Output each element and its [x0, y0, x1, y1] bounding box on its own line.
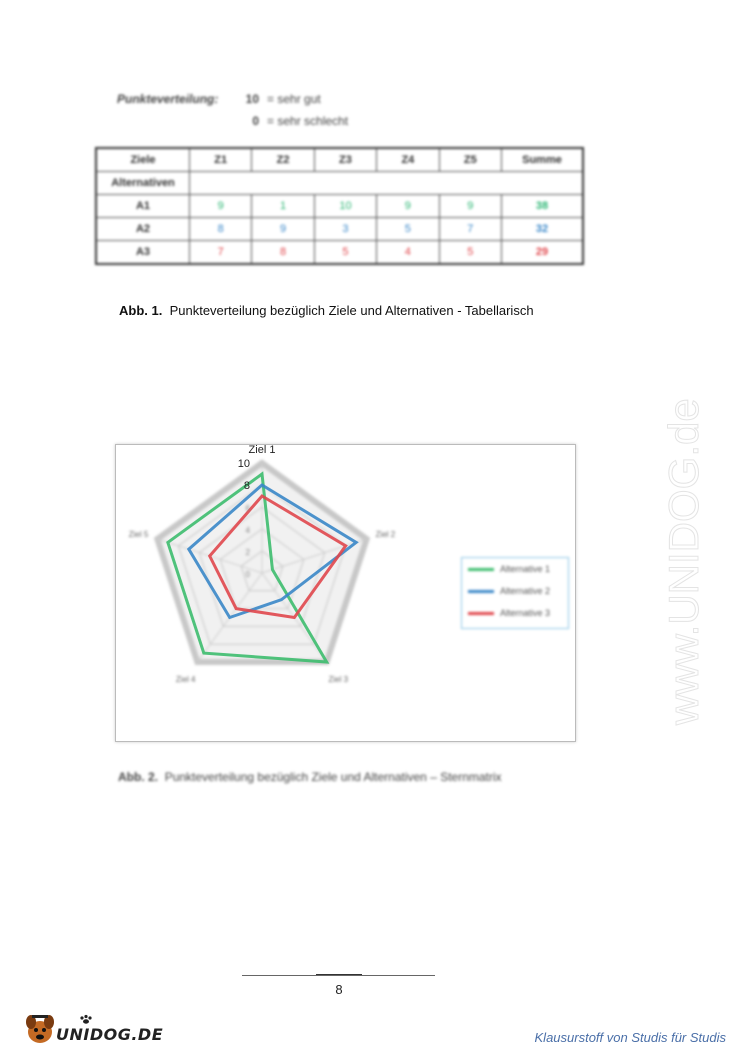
table-cell: 5 [314, 241, 376, 265]
radar-chart-frame [115, 444, 576, 742]
page-number: 8 [335, 982, 343, 997]
scoring-low-text: = sehr schlecht [267, 114, 349, 128]
table-cell-sum: 38 [502, 195, 584, 218]
table-cell: 8 [252, 241, 314, 265]
legend-item [462, 602, 568, 624]
figure-caption-2 [118, 770, 502, 784]
logo-text: UNIDOG.DE [56, 1025, 164, 1044]
table-cell: 9 [190, 195, 252, 218]
alternatives-header: Alternativen [96, 172, 190, 195]
col-header: Z4 [377, 148, 439, 172]
table-cell-sum: 29 [502, 241, 584, 265]
scoring-label: Punkteverteilung: [117, 92, 219, 106]
col-header: Z5 [439, 148, 501, 172]
table-row [96, 195, 583, 218]
row-label: A2 [96, 218, 190, 241]
table-cell: 10 [314, 195, 376, 218]
col-header: Z3 [314, 148, 376, 172]
axis-label: Ziel 2 [375, 529, 396, 539]
table-cell: 9 [377, 195, 439, 218]
axis-label: Ziel 3 [328, 675, 349, 685]
chart-legend [461, 557, 569, 629]
axis-label: Ziel 5 [128, 529, 149, 539]
caption2-prefix: Abb. 2. [118, 770, 159, 784]
legend-label: Alternative 1 [500, 564, 551, 574]
table-header-row [96, 148, 583, 172]
legend-item [462, 580, 568, 602]
table-cell: 9 [439, 195, 501, 218]
col-header: Z1 [190, 148, 252, 172]
tick-label: 6 [245, 504, 250, 513]
goals-header: Ziele [96, 148, 190, 172]
tick-label: 10 [237, 458, 250, 470]
tick-label: 0 [245, 570, 250, 579]
table-cell: 8 [190, 218, 252, 241]
footnote-divider [242, 975, 435, 976]
tick-label: 4 [245, 526, 250, 535]
table-cell: 5 [377, 218, 439, 241]
table-row [96, 241, 583, 265]
table-cell: 7 [439, 218, 501, 241]
table-cell: 9 [252, 218, 314, 241]
table-cell: 5 [439, 241, 501, 265]
col-header: Z2 [252, 148, 314, 172]
row-label: A3 [96, 241, 190, 265]
caption1-prefix: Abb. 1. [119, 303, 163, 318]
paw-icon [80, 1015, 91, 1024]
points-table [95, 147, 584, 265]
scoring-legend [117, 88, 348, 132]
dog-mascot-icon [26, 1015, 54, 1043]
tick-label: 2 [245, 548, 250, 557]
col-header: Summe [502, 148, 584, 172]
table-cell: 4 [377, 241, 439, 265]
table-row [96, 218, 583, 241]
table-cell: 1 [252, 195, 314, 218]
caption2-text: Punkteverteilung bezüglich Ziele und Alternativen – Sternmatrix [164, 770, 502, 784]
page-number-bar [316, 974, 362, 975]
table-cell: 7 [190, 241, 252, 265]
tick-label: 8 [243, 480, 250, 492]
legend-label: Alternative 3 [500, 608, 551, 618]
table-cell-sum: 32 [502, 218, 584, 241]
legend-label: Alternative 2 [500, 586, 551, 596]
alternatives-header-row [96, 172, 583, 195]
caption1-text: Punkteverteilung bezüglich Ziele und Alternativen - Tabellarisch [169, 303, 534, 318]
legend-item [462, 558, 568, 580]
row-label: A1 [96, 195, 190, 218]
axis-label: Ziel 4 [175, 675, 196, 685]
watermark [640, 280, 720, 730]
footer-slogan: Klausurstoff von Studis für Studis [534, 1030, 726, 1045]
figure-caption-1 [119, 303, 534, 318]
scoring-low-value: 0 [252, 114, 259, 128]
scoring-high-text: = sehr gut [267, 92, 321, 106]
scoring-high-value: 10 [245, 92, 259, 106]
axis-label: Ziel 1 [248, 445, 276, 456]
watermark-text: www.UNIDOG.de [660, 398, 707, 725]
table-cell: 3 [314, 218, 376, 241]
